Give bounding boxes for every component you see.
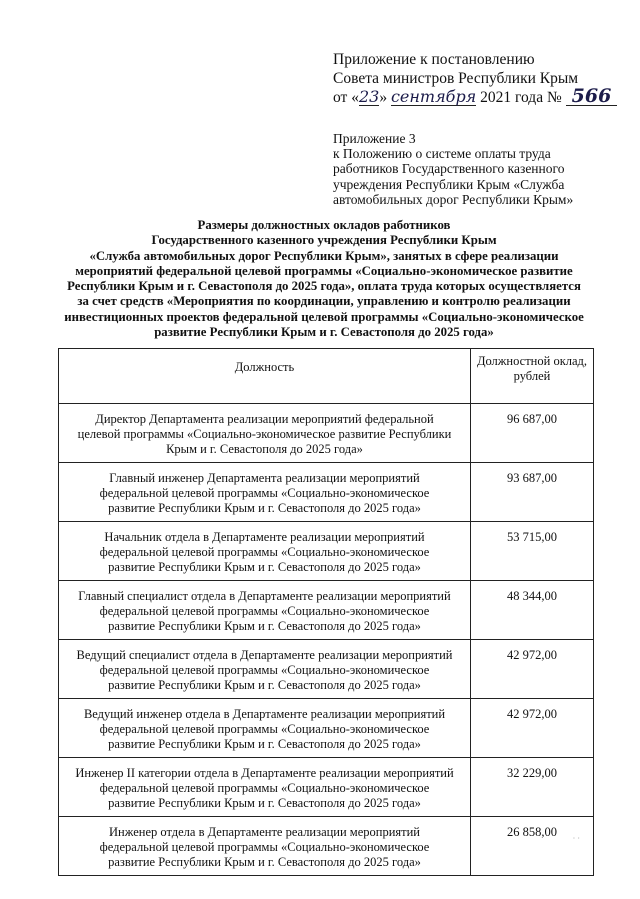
- position-line: развитие Республики Крым и г. Севастополя до 2025 года»: [108, 855, 421, 869]
- position-cell: [59, 522, 471, 581]
- salary-header-line-1: Должностной оклад,: [476, 354, 588, 368]
- salary-cell: 32 229,00: [471, 758, 594, 817]
- position-line: развитие Республики Крым и г. Севастополя до 2025 года»: [108, 737, 421, 751]
- salary-cell: 96 687,00: [471, 404, 594, 463]
- table-row: [59, 522, 594, 581]
- resolution-header-line-1: Приложение к постановлению: [333, 51, 535, 68]
- position-cell: [59, 699, 471, 758]
- resolution-header-line-2: Совета министров Республики Крым: [333, 70, 579, 87]
- date-year: 2021 года №: [480, 89, 562, 106]
- handwritten-number: 566: [566, 88, 618, 106]
- document-title: [56, 218, 592, 340]
- table-row: [59, 817, 594, 876]
- position-line: федеральной целевой программы «Социально-экономическое: [99, 604, 430, 618]
- position-line: Ведущий специалист отдела в Департаменте реализации мероприятий: [76, 648, 453, 662]
- position-line: развитие Республики Крым и г. Севастополя до 2025 года»: [108, 560, 421, 574]
- position-line: федеральной целевой программы «Социально-экономическое: [99, 781, 430, 795]
- position-line: Инженер отдела в Департаменте реализации мероприятий: [109, 825, 420, 839]
- position-line: федеральной целевой программы «Социально-экономическое: [99, 840, 430, 854]
- table-row: [59, 404, 594, 463]
- table-row: [59, 640, 594, 699]
- title-line: «Служба автомобильных дорог Республики Крым», занятых в сфере реализации: [89, 248, 559, 263]
- title-line: за счет средств «Мероприятия по координации, управлению и контролю реализации: [77, 294, 571, 309]
- position-line: федеральной целевой программы «Социально-экономическое: [99, 722, 430, 736]
- position-cell: [59, 463, 471, 522]
- salary-header-line-2: рублей: [513, 369, 551, 383]
- salary-cell: 48 344,00: [471, 581, 594, 640]
- salary-table: [58, 348, 594, 876]
- table-header-row: [59, 349, 594, 404]
- position-line: Главный специалист отдела в Департаменте реализации мероприятий: [78, 589, 451, 603]
- position-line: Ведущий инженер отдела в Департаменте реализации мероприятий: [83, 707, 446, 721]
- column-header-position: Должность: [59, 349, 471, 404]
- handwritten-month: сентября: [390, 87, 477, 106]
- date-mid: »: [379, 89, 388, 106]
- title-line: инвестиционных проектов федеральной целевой программы «Социально-экономическое: [64, 309, 584, 324]
- title-line: Размеры должностных окладов работников: [197, 218, 451, 232]
- position-cell: [59, 817, 471, 876]
- position-line: федеральной целевой программы «Социально-экономическое: [99, 663, 430, 677]
- table-row: [59, 699, 594, 758]
- position-line: развитие Республики Крым и г. Севастополя до 2025 года»: [108, 796, 421, 810]
- column-header-salary: [471, 349, 594, 404]
- title-line: Республики Крым и г. Севастополя до 2025 года», оплата труда которых осуществляется: [67, 279, 581, 294]
- appendix-line: работников Государственного казенного: [333, 161, 565, 177]
- position-line: Начальник отдела в Департаменте реализации мероприятий: [104, 530, 425, 544]
- position-line: федеральной целевой программы «Социально-экономическое: [99, 486, 430, 500]
- position-line: Главный инженер Департамента реализации мероприятий: [109, 471, 420, 485]
- position-line: Директор Департамента реализации мероприятий федеральной: [95, 412, 434, 426]
- salary-cell: 53 715,00: [471, 522, 594, 581]
- date-prefix: от «: [333, 89, 359, 106]
- position-cell: [59, 404, 471, 463]
- appendix-line: Приложение 3: [333, 131, 416, 146]
- position-line: развитие Республики Крым и г. Севастополя до 2025 года»: [108, 678, 421, 692]
- position-cell: [59, 640, 471, 699]
- handwritten-day: 23: [358, 87, 380, 106]
- position-line: целевой программы «Социально-экономическое развитие Республики: [77, 427, 452, 441]
- resolution-header-line-3: [333, 85, 617, 107]
- title-line: мероприятий федеральной целевой программы «Социально-экономическое развитие: [75, 263, 573, 278]
- table-row: [59, 463, 594, 522]
- position-cell: [59, 581, 471, 640]
- position-line: Крым и г. Севастополя до 2025 года»: [166, 442, 363, 456]
- appendix-line: автомобильных дорог Республики Крым»: [333, 191, 574, 207]
- title-line: развитие Республики Крым и г. Севастополя до 2025 года»: [154, 325, 494, 340]
- salary-cell: 93 687,00: [471, 463, 594, 522]
- salary-cell: 26 858,00: [471, 817, 594, 876]
- position-line: федеральной целевой программы «Социально-экономическое: [99, 545, 430, 559]
- appendix-line: к Положению о системе оплаты труда: [333, 146, 551, 162]
- position-line: развитие Республики Крым и г. Севастополя до 2025 года»: [108, 501, 421, 515]
- position-cell: [59, 758, 471, 817]
- salary-cell: 42 972,00: [471, 699, 594, 758]
- table-row: [59, 758, 594, 817]
- scan-mark: · ·: [572, 834, 580, 843]
- resolution-header: [333, 50, 617, 107]
- position-line: Инженер II категории отдела в Департаменте реализации мероприятий: [75, 766, 454, 780]
- title-line: Государственного казенного учреждения Республики Крым: [151, 233, 497, 248]
- salary-cell: 42 972,00: [471, 640, 594, 699]
- table-row: [59, 581, 594, 640]
- appendix-line: учреждения Республики Крым «Служба: [333, 176, 565, 192]
- position-line: развитие Республики Крым и г. Севастополя до 2025 года»: [108, 619, 421, 633]
- appendix-header: [333, 131, 573, 207]
